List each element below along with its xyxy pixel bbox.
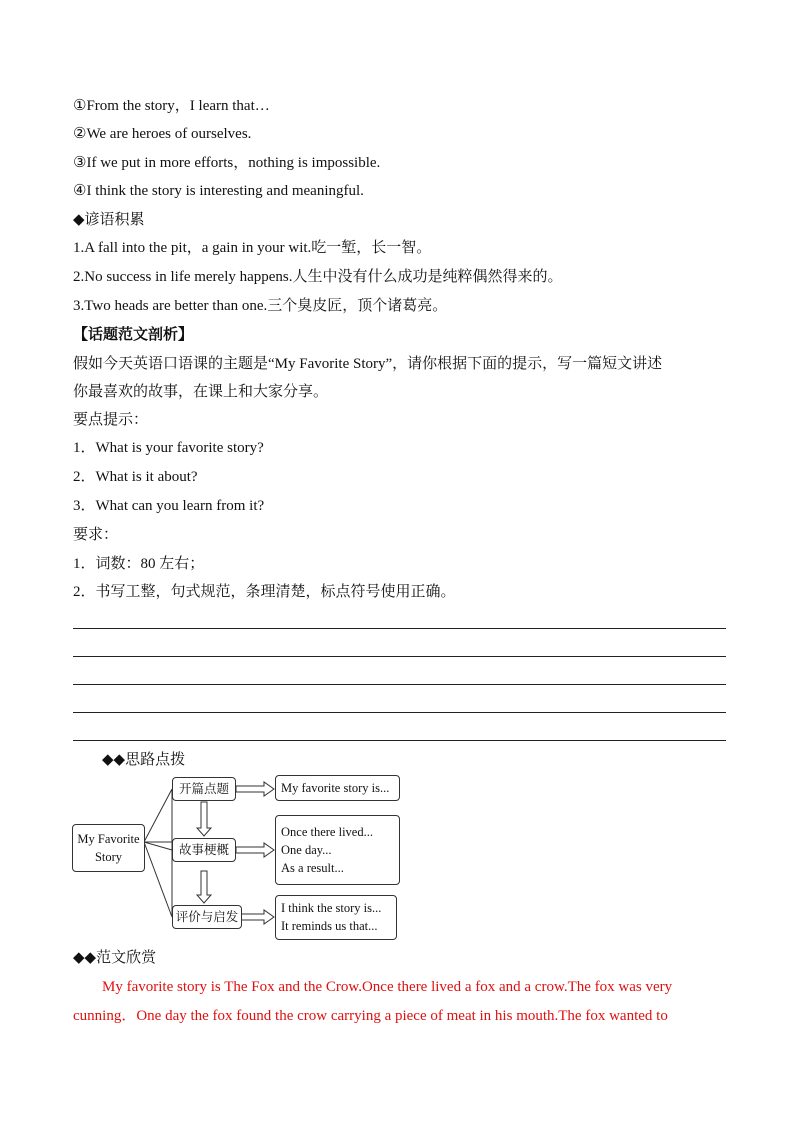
- writing-line: [73, 656, 726, 657]
- arrow-right: [236, 843, 274, 857]
- arrow-down: [197, 871, 211, 903]
- analysis-heading: 【话题范文剖析】: [73, 327, 194, 343]
- sample-text-line: cunning．One day the fox found the crow carrying a piece of meat in his mouth.The fox wanted to: [73, 1008, 668, 1024]
- branch-line: [144, 789, 172, 842]
- root-label: My Favorite Story: [77, 832, 140, 864]
- step-label: 评价与启发: [175, 910, 239, 924]
- phrase-line: ②We are heroes of ourselves.: [73, 126, 252, 142]
- story-outline-diagram: [72, 775, 402, 945]
- thinking-heading: ◆◆思路点拨: [102, 752, 186, 768]
- writing-line: [73, 740, 726, 741]
- proverbs-heading: ◆谚语积累: [73, 212, 145, 228]
- hint-line: 1．What is your favorite story?: [73, 440, 264, 456]
- prompt-line: 你最喜欢的故事，在课上和大家分享。: [73, 384, 329, 400]
- step-label: 故事梗概: [178, 843, 229, 857]
- step-box: [172, 777, 236, 801]
- step-box: [172, 838, 236, 862]
- writing-line: [73, 712, 726, 713]
- sample-heading: ◆◆范文欣赏: [73, 950, 157, 966]
- writing-line: [73, 628, 726, 629]
- hints-heading: 要点提示：: [73, 412, 149, 428]
- output-line: As a result...: [281, 861, 344, 875]
- phrase-line: ④I think the story is interesting and meaningful.: [73, 183, 364, 199]
- proverb-line: 2.No success in life merely happens.人生中没有什么成功是纯粹偶然得来的。: [73, 269, 563, 285]
- step-box: [172, 905, 242, 929]
- output-line: My favorite story is...: [281, 781, 390, 795]
- proverb-line: 3.Two heads are better than one.三个臭皮匠，顶个诸葛亮。: [73, 298, 448, 314]
- writing-line: [73, 684, 726, 685]
- output-line: It reminds us that...: [281, 919, 378, 933]
- hint-line: 3．What can you learn from it?: [73, 498, 265, 514]
- phrase-line: ①From the story，I learn that…: [73, 98, 270, 114]
- requirement-line: 2．书写工整，句式规范，条理清楚，标点符号使用正确。: [73, 584, 456, 600]
- output-box: [275, 895, 397, 940]
- requirements-heading: 要求：: [73, 527, 119, 543]
- output-line: Once there lived...: [281, 825, 373, 839]
- output-line: I think the story is...: [281, 901, 382, 915]
- sample-text-line: My favorite story is The Fox and the Crow.Once there lived a fox and a crow.The fox was very: [102, 979, 673, 995]
- step-label: 开篇点题: [178, 782, 229, 796]
- phrase-line: ③If we put in more efforts，nothing is impossible.: [73, 155, 381, 171]
- requirement-line: 1．词数：80 左右；: [73, 556, 205, 572]
- branch-line: [144, 842, 172, 850]
- arrow-right: [236, 782, 274, 796]
- root-box: [72, 824, 145, 872]
- arrow-down: [197, 802, 211, 836]
- output-box: [275, 815, 400, 885]
- proverb-line: 1.A fall into the pit，a gain in your wit.吃一堑，长一智。: [73, 240, 432, 256]
- output-box: [275, 775, 400, 801]
- prompt-line: 假如今天英语口语课的主题是“My Favorite Story”，请你根据下面的提示，写一篇短文讲述: [73, 356, 663, 372]
- branch-line: [144, 842, 172, 917]
- hint-line: 2．What is it about?: [73, 469, 198, 485]
- output-line: One day...: [281, 843, 332, 857]
